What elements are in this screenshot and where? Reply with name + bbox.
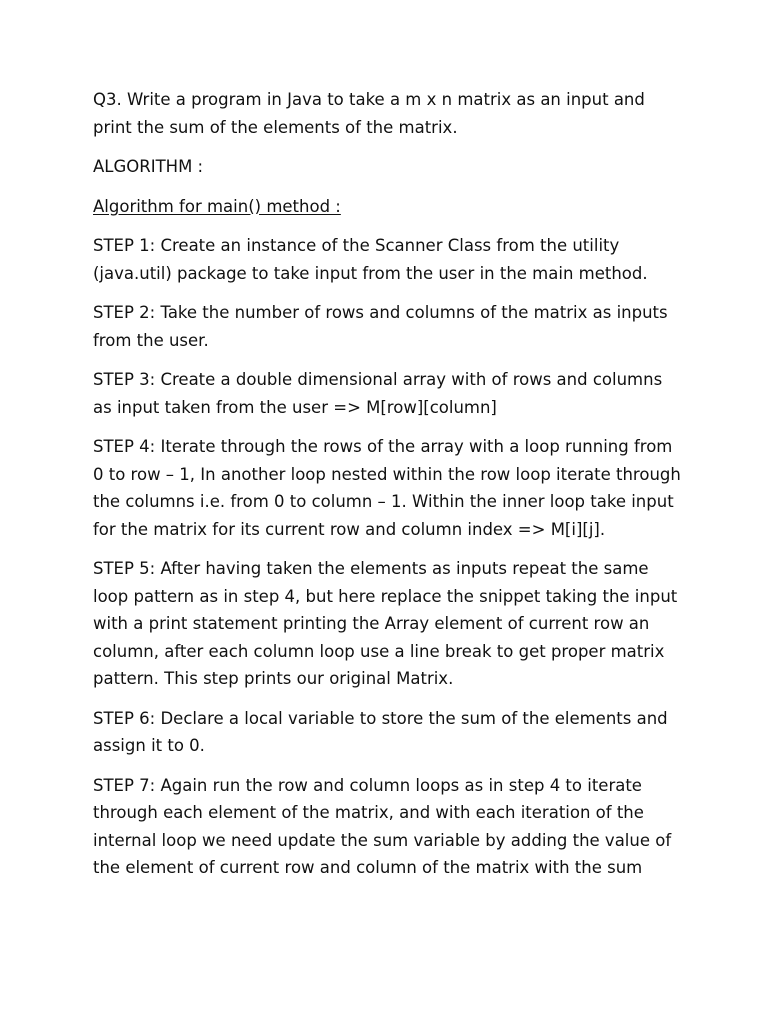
step-7: STEP 7: Again run the row and column loops as in step 4 to iterate through each element of the matrix, and with each iteration of the internal loop we need update the sum variable by adding the value of the element of current row and column of the matrix with the sum	[93, 775, 672, 877]
step-1: STEP 1: Create an instance of the Scanner Class from the utility (java.util) package to take input from the user in the main method.	[93, 236, 648, 283]
step-2: STEP 2: Take the number of rows and columns of the matrix as inputs from the user.	[93, 303, 668, 350]
step-5: STEP 5: After having taken the elements as inputs repeat the same loop pattern as in step 4, but here replace the snippet taking the input with a print statement printing the Array element of current row an column, after each column loop use a line break to get proper matrix pattern. This step prints our original Matrix.	[93, 559, 678, 688]
document-page	[93, 86, 683, 894]
question-text: Q3. Write a program in Java to take a m x n matrix as an input and print the sum of the elements of the matrix.	[93, 90, 645, 137]
step-6: STEP 6: Declare a local variable to store the sum of the elements and assign it to 0.	[93, 708, 668, 755]
step-4: STEP 4: Iterate through the rows of the array with a loop running from 0 to row – 1, In another loop nested within the row loop iterate through the columns i.e. from 0 to column – 1. Within the inner loop take input for the matrix for its current row and column index => M[i][j].	[93, 437, 681, 539]
step-3: STEP 3: Create a double dimensional array with of rows and columns as input taken from the user => M[row][column]	[93, 370, 663, 417]
main-method-subheading: Algorithm for main() method :	[93, 196, 341, 216]
algorithm-heading: ALGORITHM :	[93, 157, 204, 176]
